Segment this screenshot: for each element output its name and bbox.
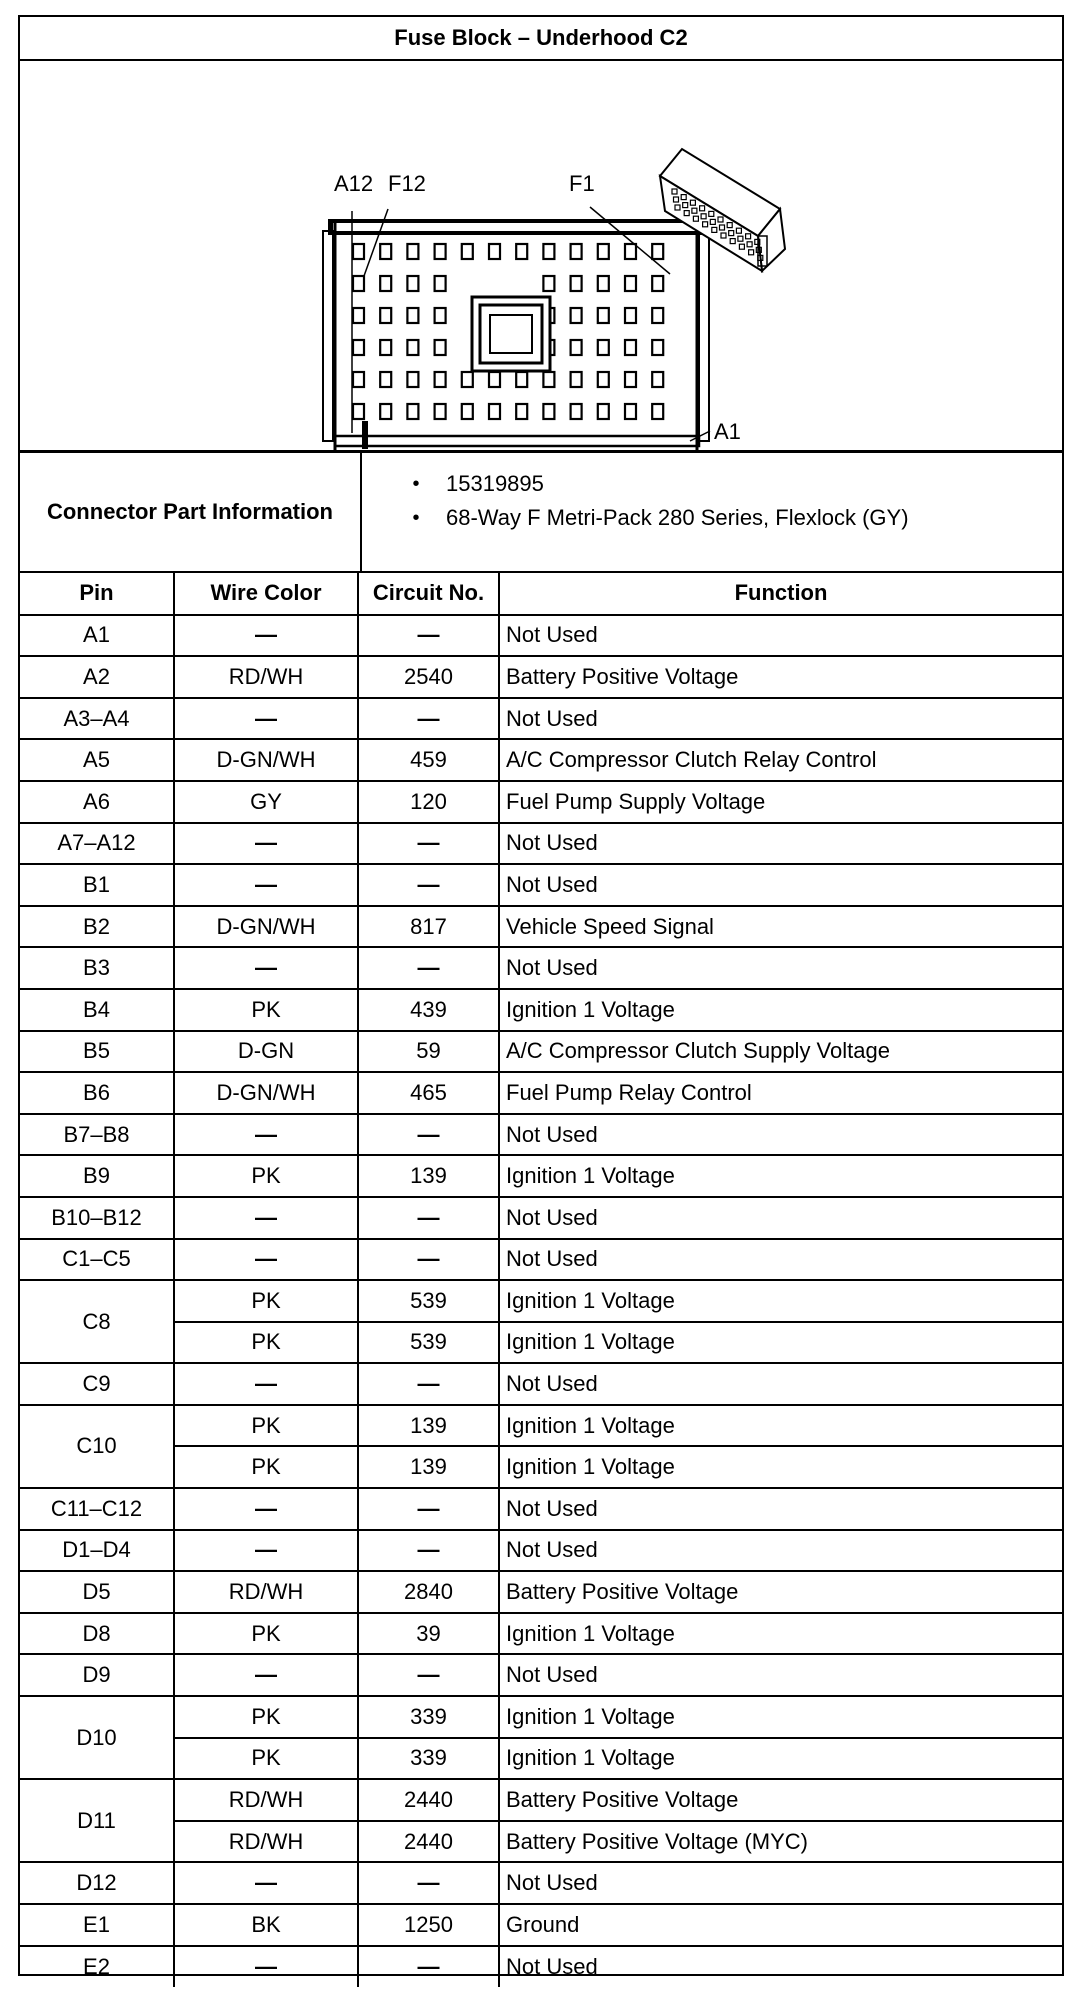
header-wire-color: Wire Color (174, 573, 358, 615)
function-cell: Not Used (499, 1530, 1062, 1572)
function-cell: Not Used (499, 1862, 1062, 1904)
pin-cell: A6 (20, 781, 174, 823)
pin-cell: D8 (20, 1613, 174, 1655)
table-row (20, 1613, 1062, 1655)
circuit-cell: — (358, 1197, 499, 1239)
terminal-cavity (598, 276, 609, 291)
circuit-cell: — (358, 698, 499, 740)
pin-cell: A2 (20, 656, 174, 698)
table-row (20, 781, 1062, 823)
function-cell: Ignition 1 Voltage (499, 1696, 1062, 1738)
wire-color-cell: — (174, 1363, 358, 1405)
bullet-icon: • (412, 506, 420, 529)
terminal-cavity (543, 276, 554, 291)
pin-cell: B5 (20, 1031, 174, 1073)
terminal-cavity (407, 340, 418, 355)
function-cell: A/C Compressor Clutch Relay Control (499, 739, 1062, 781)
wire-color-cell: D-GN/WH (174, 739, 358, 781)
function-cell: Ignition 1 Voltage (499, 1738, 1062, 1780)
function-cell: Ignition 1 Voltage (499, 1322, 1062, 1364)
table-row (20, 1488, 1062, 1530)
circuit-cell: — (358, 864, 499, 906)
pinout-header-row (20, 573, 1062, 615)
block-top-rail-inner (333, 223, 699, 231)
terminal-cavity (380, 244, 391, 259)
pin-cell: D12 (20, 1862, 174, 1904)
wire-color-cell: — (174, 1862, 358, 1904)
label-a12: A12 (334, 171, 374, 196)
terminal-cavity (435, 276, 446, 291)
function-cell: Not Used (499, 1197, 1062, 1239)
pin-cell: E1 (20, 1904, 174, 1946)
wire-color-cell: — (174, 1654, 358, 1696)
table-row (20, 698, 1062, 740)
circuit-cell: 817 (358, 906, 499, 948)
wire-color-cell: — (174, 947, 358, 989)
block-left-flange (323, 231, 333, 441)
circuit-cell: — (358, 823, 499, 865)
terminal-cavity (435, 244, 446, 259)
function-cell: Fuel Pump Relay Control (499, 1072, 1062, 1114)
header-pin: Pin (20, 573, 174, 615)
table-row (20, 1197, 1062, 1239)
terminal-cavity (489, 404, 500, 419)
function-cell: Ignition 1 Voltage (499, 1446, 1062, 1488)
terminal-cavity (571, 308, 582, 323)
terminal-cavity (625, 340, 636, 355)
wire-color-cell: — (174, 615, 358, 657)
wire-color-cell: PK (174, 989, 358, 1031)
terminal-cavity (652, 276, 663, 291)
table-row (20, 1405, 1062, 1447)
pin-cell: B2 (20, 906, 174, 948)
terminal-cavity (353, 276, 364, 291)
table-row (20, 1571, 1062, 1613)
circuit-cell: 465 (358, 1072, 499, 1114)
label-a1: A1 (714, 419, 741, 444)
circuit-cell: 2440 (358, 1779, 499, 1821)
pin-cell: A7–A12 (20, 823, 174, 865)
connector-type: 68-Way F Metri-Pack 280 Series, Flexlock (GY) (446, 505, 909, 530)
terminal-cavity (652, 308, 663, 323)
terminal-cavity (380, 404, 391, 419)
terminal-cavity (380, 372, 391, 387)
wire-color-cell: PK (174, 1696, 358, 1738)
pin-cell: D11 (20, 1779, 174, 1862)
part-number: 15319895 (446, 471, 544, 496)
terminal-cavity (652, 244, 663, 259)
wire-color-cell: RD/WH (174, 1821, 358, 1863)
circuit-cell: 339 (358, 1738, 499, 1780)
function-cell: Battery Positive Voltage (499, 656, 1062, 698)
terminal-cavity (353, 404, 364, 419)
terminal-cavity (407, 308, 418, 323)
terminal-cavity (571, 244, 582, 259)
terminal-cavity (652, 340, 663, 355)
terminal-cavity (435, 404, 446, 419)
circuit-cell: 539 (358, 1280, 499, 1322)
terminal-cavity (598, 404, 609, 419)
terminal-cavity (652, 372, 663, 387)
table-row (20, 906, 1062, 948)
pin-cell: D9 (20, 1654, 174, 1696)
circuit-cell: — (358, 947, 499, 989)
wire-color-cell: RD/WH (174, 1779, 358, 1821)
wire-color-cell: — (174, 1946, 358, 1988)
function-cell: Battery Positive Voltage (MYC) (499, 1821, 1062, 1863)
connector-diagram (20, 61, 1062, 453)
wire-color-cell: RD/WH (174, 1571, 358, 1613)
function-cell: Ignition 1 Voltage (499, 1405, 1062, 1447)
pin-cell: E2 (20, 1946, 174, 1988)
page-title: Fuse Block – Underhood C2 (20, 17, 1062, 61)
latch-tab (362, 421, 368, 449)
terminal-cavity (625, 308, 636, 323)
function-cell: Not Used (499, 615, 1062, 657)
function-cell: Ignition 1 Voltage (499, 1613, 1062, 1655)
label-f1: F1 (569, 171, 595, 196)
terminal-cavity (407, 372, 418, 387)
pin-cell: C1–C5 (20, 1239, 174, 1281)
wire-color-cell: PK (174, 1446, 358, 1488)
connector-part-info-list (362, 453, 1062, 571)
function-cell: Battery Positive Voltage (499, 1571, 1062, 1613)
pin-cell: D10 (20, 1696, 174, 1779)
wire-color-cell: D-GN/WH (174, 906, 358, 948)
pin-cell: B4 (20, 989, 174, 1031)
circuit-cell: 2440 (358, 1821, 499, 1863)
pin-cell: A3–A4 (20, 698, 174, 740)
table-row (20, 1114, 1062, 1156)
table-row (20, 1363, 1062, 1405)
table-row (20, 615, 1062, 657)
circuit-cell: — (358, 1946, 499, 1988)
circuit-cell: 139 (358, 1155, 499, 1197)
bullet-icon: • (412, 472, 420, 495)
connector-type-item (362, 501, 1062, 535)
function-cell: Ground (499, 1904, 1062, 1946)
terminal-cavity (380, 308, 391, 323)
header-circuit-no: Circuit No. (358, 573, 499, 615)
block-bottom-rail (335, 436, 699, 446)
function-cell: Battery Positive Voltage (499, 1779, 1062, 1821)
wire-color-cell: PK (174, 1155, 358, 1197)
terminal-cavity (489, 244, 500, 259)
wire-color-cell: — (174, 823, 358, 865)
function-cell: Not Used (499, 1654, 1062, 1696)
wire-color-cell: — (174, 1197, 358, 1239)
wire-color-cell: RD/WH (174, 656, 358, 698)
circuit-cell: 339 (358, 1696, 499, 1738)
terminal-cavity (462, 404, 473, 419)
label-f12: F12 (388, 171, 426, 196)
circuit-cell: 459 (358, 739, 499, 781)
terminal-cavity (598, 372, 609, 387)
terminal-cavity (407, 276, 418, 291)
pinout-table (20, 573, 1062, 1987)
terminal-cavity (625, 276, 636, 291)
terminal-cavity (407, 404, 418, 419)
pin-cell: A1 (20, 615, 174, 657)
terminal-cavity (435, 308, 446, 323)
terminal-cavity (462, 372, 473, 387)
wire-color-cell: — (174, 1239, 358, 1281)
terminal-cavity (571, 404, 582, 419)
wire-color-cell: — (174, 864, 358, 906)
table-row (20, 1862, 1062, 1904)
circuit-cell: — (358, 1363, 499, 1405)
circuit-cell: — (358, 1862, 499, 1904)
circuit-cell: 139 (358, 1405, 499, 1447)
function-cell: Not Used (499, 823, 1062, 865)
table-row (20, 1779, 1062, 1821)
f1-leader (590, 207, 670, 274)
function-cell: Not Used (499, 1488, 1062, 1530)
wire-color-cell: PK (174, 1280, 358, 1322)
terminal-cavity (625, 244, 636, 259)
part-number-item (362, 467, 1062, 501)
pin-cell: D1–D4 (20, 1530, 174, 1572)
table-row (20, 1821, 1062, 1863)
circuit-cell: — (358, 1530, 499, 1572)
circuit-cell: 120 (358, 781, 499, 823)
table-row (20, 1696, 1062, 1738)
table-row (20, 1280, 1062, 1322)
function-cell: Not Used (499, 864, 1062, 906)
center-housing-core (490, 315, 532, 353)
connector-part-info (20, 453, 1062, 573)
circuit-cell: — (358, 1488, 499, 1530)
function-cell: Not Used (499, 1946, 1062, 1988)
terminal-cavity (435, 372, 446, 387)
function-cell: Ignition 1 Voltage (499, 1155, 1062, 1197)
terminal-cavity (543, 244, 554, 259)
pin-cell: C8 (20, 1280, 174, 1363)
terminal-cavity (571, 340, 582, 355)
wire-color-cell: PK (174, 1613, 358, 1655)
pin-cell: B3 (20, 947, 174, 989)
pin-cell: A5 (20, 739, 174, 781)
terminal-cavity (516, 404, 527, 419)
table-row (20, 1322, 1062, 1364)
wire-color-cell: GY (174, 781, 358, 823)
circuit-cell: 139 (358, 1446, 499, 1488)
pin-cell: C11–C12 (20, 1488, 174, 1530)
pinout-rows (20, 615, 1062, 1988)
wire-color-cell: — (174, 698, 358, 740)
table-row (20, 823, 1062, 865)
terminal-cavity (353, 308, 364, 323)
terminal-cavity (598, 244, 609, 259)
table-row (20, 947, 1062, 989)
header-function: Function (499, 573, 1062, 615)
table-row (20, 1031, 1062, 1073)
pin-cell: B9 (20, 1155, 174, 1197)
terminal-cavity (598, 340, 609, 355)
circuit-cell: — (358, 615, 499, 657)
circuit-cell: — (358, 1654, 499, 1696)
circuit-cell: 1250 (358, 1904, 499, 1946)
terminal-cavity (516, 244, 527, 259)
circuit-cell: — (358, 1114, 499, 1156)
function-cell: Not Used (499, 947, 1062, 989)
function-cell: Ignition 1 Voltage (499, 1280, 1062, 1322)
terminal-cavity (353, 340, 364, 355)
terminal-cavity (571, 372, 582, 387)
terminal-cavity (462, 244, 473, 259)
pin-cell: B7–B8 (20, 1114, 174, 1156)
table-row (20, 1446, 1062, 1488)
wire-color-cell: — (174, 1488, 358, 1530)
table-row (20, 1738, 1062, 1780)
function-cell: Ignition 1 Voltage (499, 989, 1062, 1031)
function-cell: Not Used (499, 698, 1062, 740)
pin-cell: B1 (20, 864, 174, 906)
connector-perspective-icon (660, 149, 785, 271)
function-cell: Not Used (499, 1363, 1062, 1405)
terminal-cavity (380, 276, 391, 291)
function-cell: A/C Compressor Clutch Supply Voltage (499, 1031, 1062, 1073)
terminal-cavity (353, 244, 364, 259)
table-row (20, 864, 1062, 906)
terminal-cavity (543, 372, 554, 387)
circuit-cell: 439 (358, 989, 499, 1031)
circuit-cell: 2840 (358, 1571, 499, 1613)
terminal-cavity (516, 372, 527, 387)
table-row (20, 1155, 1062, 1197)
terminal-cavity (407, 244, 418, 259)
terminal-cavity (380, 340, 391, 355)
table-row (20, 989, 1062, 1031)
circuit-cell: — (358, 1239, 499, 1281)
table-row (20, 1946, 1062, 1988)
wire-color-cell: PK (174, 1322, 358, 1364)
circuit-cell: 59 (358, 1031, 499, 1073)
table-row (20, 1904, 1062, 1946)
table-row (20, 656, 1062, 698)
circuit-cell: 39 (358, 1613, 499, 1655)
terminal-cavity (625, 404, 636, 419)
function-cell: Fuel Pump Supply Voltage (499, 781, 1062, 823)
table-row (20, 1072, 1062, 1114)
pin-cell: B6 (20, 1072, 174, 1114)
table-row (20, 1654, 1062, 1696)
function-cell: Vehicle Speed Signal (499, 906, 1062, 948)
pin-cell: C9 (20, 1363, 174, 1405)
connector-part-info-label: Connector Part Information (20, 453, 362, 571)
terminal-cavity (625, 372, 636, 387)
table-row (20, 1239, 1062, 1281)
table-row (20, 739, 1062, 781)
wire-color-cell: — (174, 1114, 358, 1156)
terminal-cavity (652, 404, 663, 419)
circuit-cell: 2540 (358, 656, 499, 698)
wire-color-cell: BK (174, 1904, 358, 1946)
connector-sheet (18, 15, 1064, 1979)
terminal-cavity (435, 340, 446, 355)
table-row (20, 1530, 1062, 1572)
terminal-cavity (543, 404, 554, 419)
wire-color-cell: D-GN (174, 1031, 358, 1073)
block-right-flange (699, 231, 709, 441)
function-cell: Not Used (499, 1239, 1062, 1281)
pin-cell: B10–B12 (20, 1197, 174, 1239)
terminal-cavity (353, 372, 364, 387)
terminal-cavity (489, 372, 500, 387)
wire-color-cell: — (174, 1530, 358, 1572)
fuse-block-drawing (20, 61, 1061, 451)
function-cell: Not Used (499, 1114, 1062, 1156)
terminal-cavity (598, 308, 609, 323)
wire-color-cell: PK (174, 1405, 358, 1447)
wire-color-cell: PK (174, 1738, 358, 1780)
wire-color-cell: D-GN/WH (174, 1072, 358, 1114)
pin-cell: C10 (20, 1405, 174, 1488)
pin-cell: D5 (20, 1571, 174, 1613)
terminal-cavity (571, 276, 582, 291)
circuit-cell: 539 (358, 1322, 499, 1364)
